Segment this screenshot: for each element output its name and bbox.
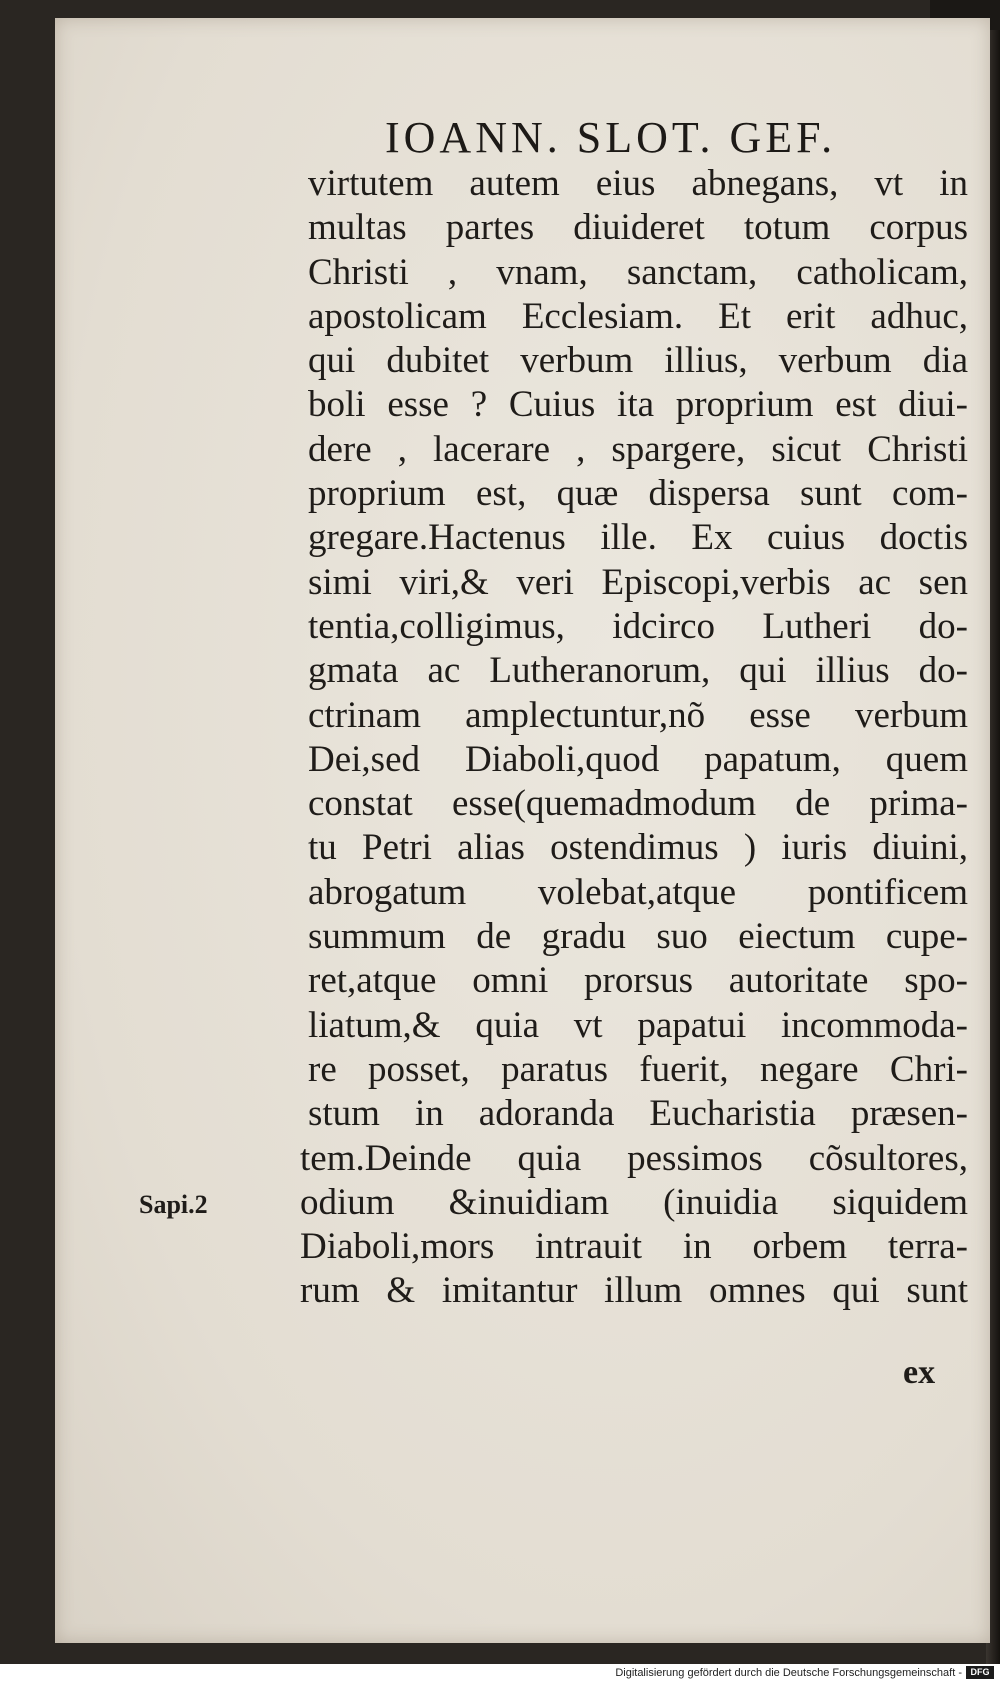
running-title: IOANN. SLOT. GEF. [385, 113, 837, 162]
text-line: Christi , vnam, sanctam, catholicam, [308, 251, 968, 293]
text-line: gmata ac Lutheranorum, qui illius do- [308, 650, 968, 692]
text-line: dere , lacerare , spargere, sicut Christi [308, 428, 968, 470]
text-line: tentia,colligimus, idcirco Lutheri do- [308, 605, 968, 647]
text-line: rum & imitantur illum omnes qui sunt [300, 1270, 968, 1312]
text-line: virtutem autem eius abnegans, vt in [308, 163, 968, 204]
text-line: gregare.Hactenus ille. Ex cuius doctis [308, 517, 968, 559]
text-line: stum in adoranda Eucharistia præsen- [308, 1093, 968, 1135]
text-line: Dei,sed Diaboli,quod papatum, quem [308, 738, 968, 780]
text-line: ret,atque omni prorsus autoritate spo- [308, 960, 968, 1002]
marginal-note: Sapi.2 [139, 1190, 208, 1219]
text-line: ctrinam amplectuntur,nõ esse verbum [308, 694, 968, 736]
text-line: tem.Deinde quia pessimos cõsultores, [300, 1137, 968, 1179]
dfg-logo: DFG [966, 1666, 994, 1679]
body-text [300, 162, 968, 1314]
text-line: abrogatum volebat,atque pontificem [308, 871, 968, 913]
text-line: Diaboli,mors intrauit in orbem terra- [300, 1226, 968, 1268]
text-line: tu Petri alias ostendimus ) iuris diuini, [308, 827, 968, 869]
text-line: qui dubitet verbum illius, verbum dia [308, 340, 968, 382]
text-line: apostolicam Ecclesiam. Et erit adhuc, [308, 295, 968, 337]
text-line: multas partes diuideret totum corpus [308, 207, 968, 249]
text-line: summum de gradu suo eiectum cupe- [308, 916, 968, 958]
text-line: liatum,& quia vt papatui incommoda- [308, 1004, 968, 1046]
text-line: constat esse(quemadmodum de prima- [308, 783, 968, 825]
footer-credit: Digitalisierung gefördert durch die Deutsche Forschungsgemeinschaft - [615, 1667, 962, 1679]
text-line: odium &inuidiam (inuidia siquidem [300, 1181, 968, 1223]
catchword: ex [903, 1354, 936, 1391]
text-line: simi viri,& veri Episcopi,verbis ac sen [308, 561, 968, 603]
text-line: proprium est, quæ dispersa sunt com- [308, 473, 968, 515]
text-line: boli esse ? Cuius ita proprium est diui- [308, 384, 968, 426]
text-line: re posset, paratus fuerit, negare Chri- [308, 1048, 968, 1090]
